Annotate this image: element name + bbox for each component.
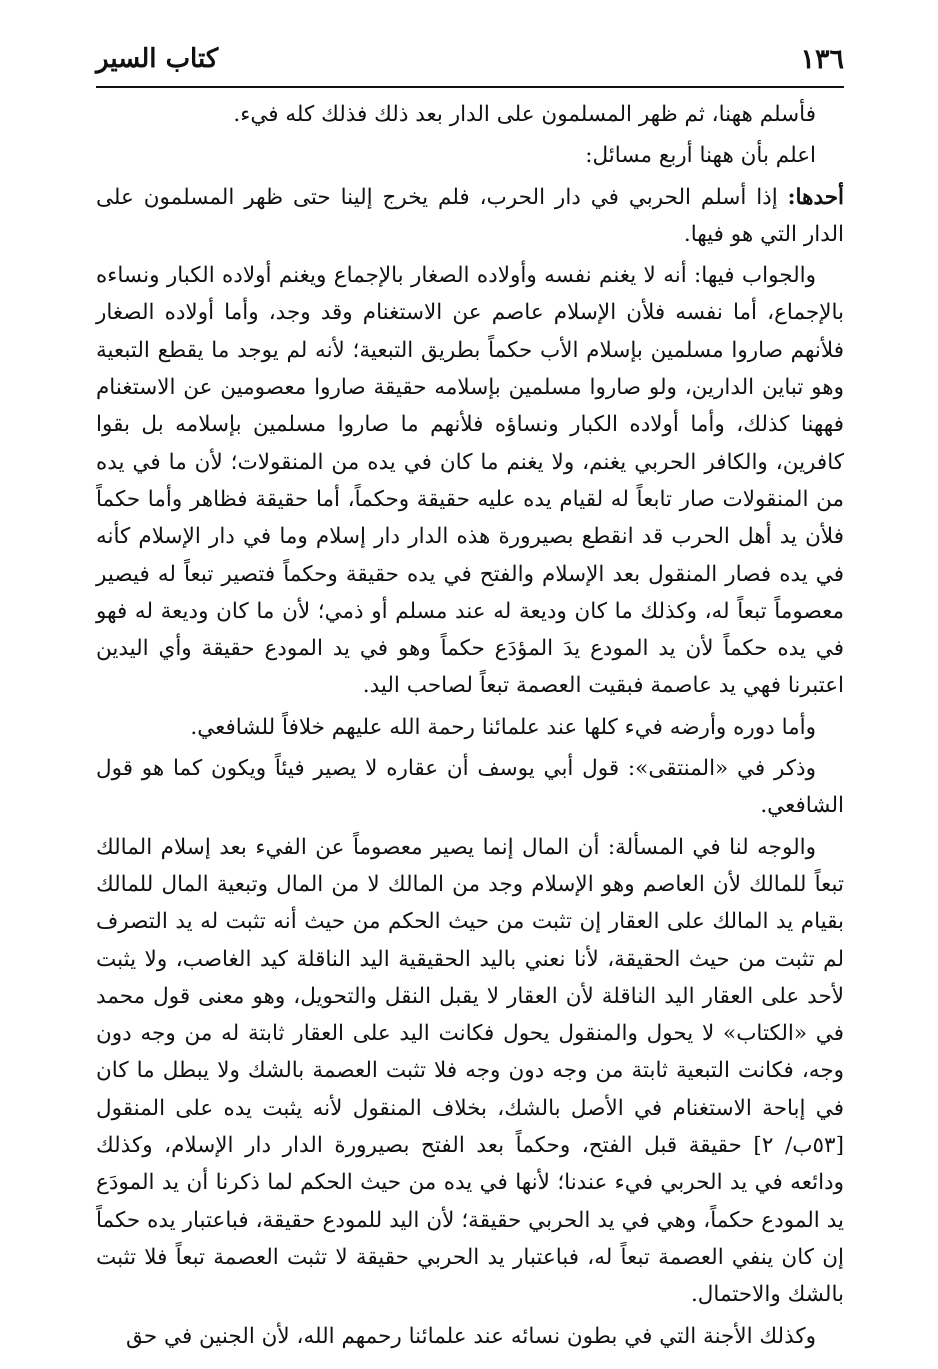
body-text: [96, 96, 844, 1359]
paragraph-text: فأسلم ههنا، ثم ظهر المسلمون على الدار بعد ذلك فذلك كله فيء.: [233, 102, 816, 127]
paragraph-text: وأما دوره وأرضه فيء كلها عند علمائنا رحمة الله عليهم خلافاً للشافعي.: [190, 714, 816, 740]
paragraph-text: إذا أسلم الحربي في دار الحرب، فلم يخرج إلينا حتى ظهر المسلمون على الدار التي هو فيها.: [96, 184, 844, 247]
page-number: ١٣٦: [800, 44, 844, 75]
paragraph-text: وذكر في «المنتقى»: قول أبي يوسف أن عقاره لا يصير فيئاً ويكون كما هو قول الشافعي.: [96, 756, 844, 819]
paragraph-5: [96, 709, 844, 746]
paragraph-7: [96, 829, 844, 1314]
paragraph-4: [96, 257, 844, 705]
book-title: كتاب السير: [96, 44, 219, 74]
paragraph-text: والوجه لنا في المسألة: أن المال إنما يصير معصوماً عن الفيء بعد إسلام المالك تبعاً للمالك لأن العاصم وهو الإسلام وجد من المالك لا من المال وتبعية المال للمالك بقيام يد المالك على العقار إن تثبت من حيث الحكم من حيث أنه تثبت له يد التصرف لم تثبت من حيث الحقيقة، لأنا نعني باليد الحقيقية اليد الناقلة كيد الغاصب، ولا يثبت لأحد على العقار اليد الناقلة لأن العقار لا يقبل النقل والتحويل، وهو معنى قول محمد في «الكتاب» لا يحول والمنقول يحول فكانت اليد على العقار ثابتة له من وجه دون وجه، فكانت التبعية ثابتة من وجه دون وجه فلا تثبت العصمة بالشك ولا يبطل ما كان في إباحة الاستغنام في الأصل بالشك، بخلاف المنقول لأنه يثبت يده على المنقول [٥٣ب/ ٢] حقيقة قبل الفتح، وحكماً بعد الفتح بصيرورة الدار دار الإسلام، وكذلك ودائعه في يد الحربي فيء عندنا؛ لأنها في يده من حيث الحكم لما ذكرنا أن يد المودَع يد المودع حكماً، وهي في يد الحربي حقيقة؛ لأن اليد للمودع حقيقة، فباعتبار يده حكماً إن كان ينفي العصمة تبعاً له، فباعتبار يد الحربي حقيقة لا تثبت العصمة تبعاً فلا تثبت بالشك والاحتمال.: [96, 834, 844, 1308]
paragraph-text: والجواب فيها: أنه لا يغنم نفسه وأولاده الصغار بالإجماع ويغنم أولاده الكبار ونساءه بالإجماع، أما نفسه فلأن الإسلام عاصم عن الاستغنام وقد وجد، وأما أولاده الصغار فلأنهم صاروا مسلمين بإسلام الأب حكماً بطريق التبعية؛ لأنه لم يوجد ما يقطع التبعية وهو تباين الدارين، ولو صاروا مسلمين بإسلامه حقيقة صاروا معصومين عن الاستغنام فههنا كذلك، وأما أولاده الكبار ونساؤه فلأنهم ما صاروا مسلمين بإسلامه بل بقوا كافرين، والكافر الحربي يغنم، ولا يغنم ما كان في يده من المنقولات؛ لأن ما في يده من المنقولات صار تابعاً له لقيام يده عليه حقيقة وحكماً، أما حقيقة فظاهر وأما حكماً فلأن يد أهل الحرب قد انقطع بصيرورة هذه الدار دار إسلام وما في دار الإسلام كأنه في يده فصار المنقول بعد الإسلام والفتح في يده حقيقة وحكماً فتصير تبعاً له فيصير معصوماً تبعاً له، وكذلك ما كان وديعة له عند مسلم أو ذمي؛ لأن ما كان وديعة له فهو في يده حكماً لأن يد المودع يدَ المؤدَع حكماً وهو في يد المودع حقيقة وأي اليدين اعتبرنا فهي يد عاصمة فبقيت العصمة تبعاً لصاحب اليد.: [96, 263, 844, 699]
paragraph-2: [96, 137, 844, 174]
page-header: [96, 40, 844, 88]
paragraph-1: [96, 96, 844, 133]
paragraph-6: [96, 750, 844, 825]
paragraph-text: اعلم بأن ههنا أربع مسائل:: [585, 143, 816, 169]
paragraph-8: [96, 1318, 844, 1355]
paragraph-lead: أحدها:: [787, 184, 844, 210]
paragraph-3: [96, 179, 844, 254]
paragraph-text: وكذلك الأجنة التي في بطون نسائه عند علمائنا رحمهم الله، لأن الجنين في حق: [125, 1323, 816, 1349]
